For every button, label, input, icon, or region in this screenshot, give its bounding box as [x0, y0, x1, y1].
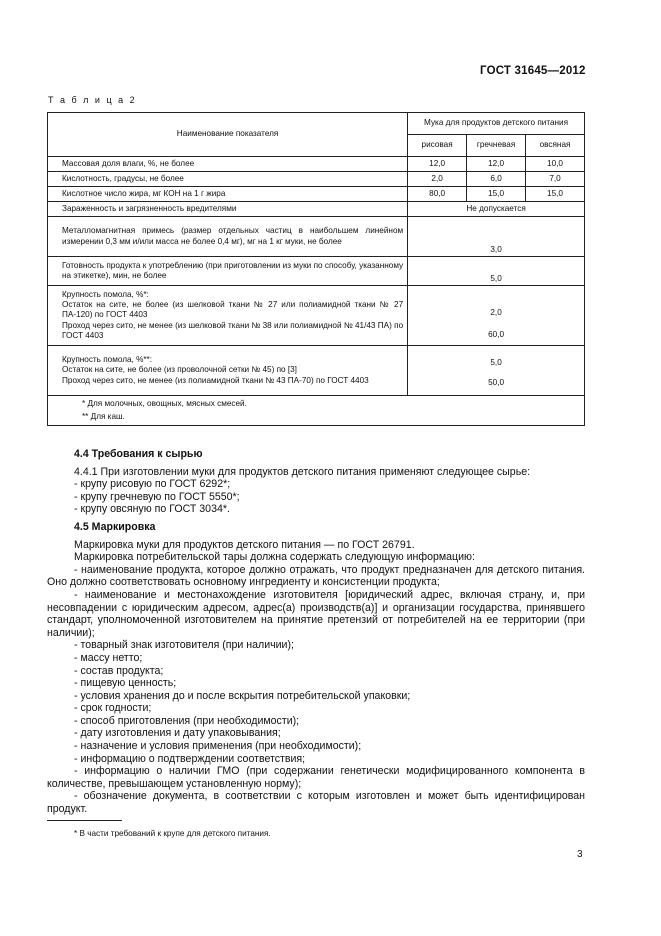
row-label — [48, 286, 408, 346]
cell-value: 10,0 — [526, 157, 585, 172]
header-buckwheat: гречневая — [467, 135, 526, 157]
header-flour-group: Мука для продуктов детского питания — [408, 113, 585, 135]
quality-table — [47, 112, 585, 426]
cell-value: 2,0 — [490, 308, 502, 317]
row-heading: Крупность помола, %**: — [62, 355, 153, 365]
paragraph: - обозначение документа, в соответствии с которым изготовлен и может быть идентифицирован продукт. — [47, 790, 585, 816]
row-heading: Крупность помола, %*: — [62, 289, 149, 299]
cell-value-group — [408, 346, 585, 396]
list-item: - состав продукта; — [74, 664, 164, 677]
cell-value: 5,0 — [490, 358, 502, 367]
table-row — [48, 187, 585, 202]
table-row — [48, 157, 585, 172]
section-4-4-title: 4.4 Требования к сырью — [74, 448, 203, 460]
cell-value: 5,0 — [408, 257, 585, 286]
row-label: Кислотность, градусы, не более — [48, 172, 408, 187]
table-row — [48, 286, 585, 346]
list-item: - крупу гречневую по ГОСТ 5550*; — [74, 490, 240, 503]
footnote-divider — [47, 820, 122, 821]
list-item: - крупу рисовую по ГОСТ 6292*; — [74, 478, 231, 491]
row-label: Массовая доля влаги, %, не более — [48, 157, 408, 172]
list-item: - товарный знак изготовителя (при наличии); — [74, 639, 294, 652]
table-notes-row — [48, 396, 585, 426]
cell-value: 6,0 — [467, 172, 526, 187]
cell-value: 15,0 — [526, 187, 585, 202]
list-item: - условия хранения до и после вскрытия потребительской упаковки; — [74, 689, 411, 702]
table-row — [48, 172, 585, 187]
paragraph: - наименование продукта, которое должно отражать, что продукт предназначен для детского питания. Оно должно соответствовать основному ингредиенту и консистенции продукта; — [47, 563, 585, 589]
cell-value: 50,0 — [488, 378, 505, 388]
header-oat: овсяная — [526, 135, 585, 157]
cell-value: 12,0 — [408, 157, 467, 172]
list-item: - пищевую ценность; — [74, 677, 177, 690]
list-item: - способ приготовления (при необходимости); — [74, 714, 300, 727]
paragraph: Маркировка потребительской тары должна содержать следующую информацию: — [74, 551, 475, 564]
paragraph: Маркировка муки для продуктов детского питания — по ГОСТ 26791. — [74, 538, 415, 551]
row-subitem: Проход через сито, не менее (из шелковой ткани № 38 или полиамидной № 41/43 ПА) по ГОСТ 4403 — [62, 320, 404, 340]
header-parameter: Наименование показателя — [48, 113, 408, 157]
paragraph: - наименование и местонахождение изготовителя [юридический адрес, включая страну, и, при несовпадении с юридическим адресом, адрес(а) производств(а)] и организации государства, принявшего стандарт, уполномоченной изготовителем на принятие претензий от потребителей на ее территории (при наличии); — [47, 588, 585, 639]
cell-value: 7,0 — [526, 172, 585, 187]
cell-value: 60,0 — [488, 330, 505, 340]
cell-value: 12,0 — [467, 157, 526, 172]
row-subitem: Остаток на сите, не более (из проволочной сетки № 45) по [3] — [62, 365, 297, 375]
list-item: - назначение и условия применения (при необходимости); — [74, 740, 362, 753]
section-4-5-title: 4.5 Маркировка — [74, 520, 156, 533]
header-rice: рисовая — [408, 135, 467, 157]
table-row — [48, 346, 585, 396]
row-label: Металломагнитная примесь (размер отдельных частиц в наибольшем линейном измерении 0,3 мм и/или масса не более 0,4 мг), мг на 1 кг муки, не более — [48, 217, 408, 257]
paragraph: - информацию о наличии ГМО (при содержании генетически модифицированного компонента в количестве, превышающем установленную норму); — [47, 765, 585, 790]
row-label: Кислотное число жира, мг КОН на 1 г жира — [48, 187, 408, 202]
table-note: ** Для каш. — [82, 411, 125, 421]
cell-value: 80,0 — [408, 187, 467, 202]
row-subitem: Остаток на сите, не более (из шелковой ткани № 27 или полиамидной ткани № 27 ПА-120) по ГОСТ 4403 — [62, 300, 404, 320]
cell-value-group — [408, 286, 585, 346]
body-text — [47, 448, 585, 816]
paragraph: 4.4.1 При изготовлении муки для продуктов детского питания применяют следующее сырье: — [74, 465, 531, 478]
table-row — [48, 202, 585, 217]
list-item: - срок годности; — [74, 702, 152, 715]
cell-value: 15,0 — [467, 187, 526, 202]
row-label: Готовность продукта к употреблению (при приготовлении из муки по способу, указанному на этикетке), мин, не более — [48, 257, 408, 286]
row-label: Зараженность и загрязненность вредителями — [48, 202, 408, 217]
table-row — [48, 257, 585, 286]
page-number: 3 — [577, 849, 583, 860]
table-row — [48, 217, 585, 257]
list-item: - крупу овсяную по ГОСТ 3034*. — [74, 503, 230, 516]
cell-value: 3,0 — [408, 217, 585, 257]
cell-value: Не допускается — [408, 202, 585, 217]
document-id: ГОСТ 31645—2012 — [480, 65, 586, 77]
list-item: - дату изготовления и дату упаковывания; — [74, 727, 281, 740]
list-item: - массу нетто; — [74, 651, 143, 664]
row-subitem: Проход через сито, не менее (из полиамидной ткани № 43 ПА-70) по ГОСТ 4403 — [62, 375, 369, 385]
cell-value: 2,0 — [408, 172, 467, 187]
table-note: * Для молочных, овощных, мясных смесей. — [82, 399, 247, 409]
list-item: - информацию о подтверждении соответствия; — [74, 752, 306, 765]
row-label — [48, 346, 408, 396]
footnote: * В части требований к крупе для детского питания. — [74, 829, 271, 838]
table-caption: Т а б л и ц а 2 — [48, 95, 137, 105]
